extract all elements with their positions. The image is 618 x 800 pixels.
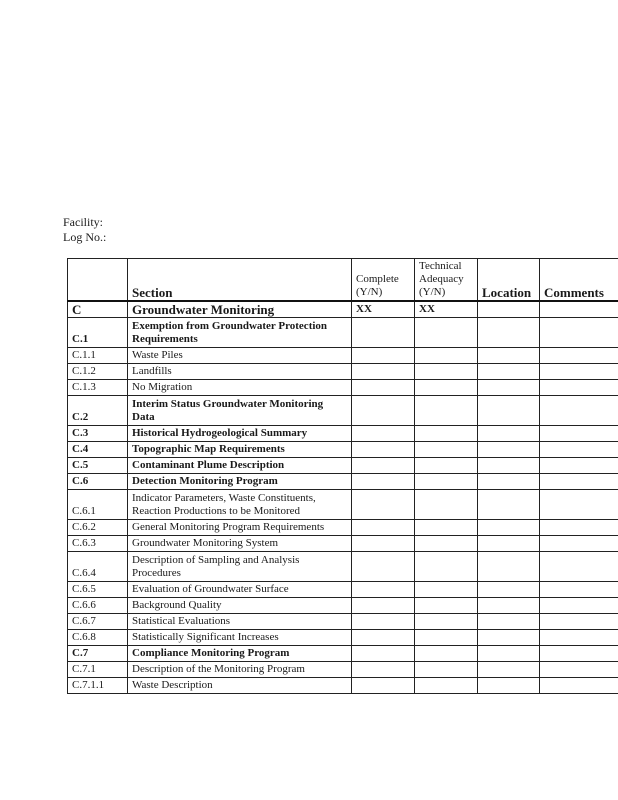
technical-adequacy-cell xyxy=(415,520,478,536)
section-code: C.3 xyxy=(68,426,128,442)
section-title: Interim Status Groundwater Monitoring Data xyxy=(128,396,352,426)
column-header-comments: Comments xyxy=(540,259,618,302)
comments-cell xyxy=(540,490,618,520)
checklist-table xyxy=(67,258,618,694)
complete-cell xyxy=(352,598,415,614)
comments-cell xyxy=(540,646,618,662)
section-code: C.7.1 xyxy=(68,662,128,678)
table-row xyxy=(68,630,618,646)
complete-cell xyxy=(352,614,415,630)
section-code: C.6.3 xyxy=(68,536,128,552)
section-title: Groundwater Monitoring System xyxy=(128,536,352,552)
comments-cell xyxy=(540,442,618,458)
table-row xyxy=(68,614,618,630)
table-row xyxy=(68,318,618,348)
technical-adequacy-cell xyxy=(415,396,478,426)
technical-adequacy-cell xyxy=(415,348,478,364)
comments-cell xyxy=(540,380,618,396)
location-cell xyxy=(478,301,540,318)
location-cell xyxy=(478,396,540,426)
table-header-row xyxy=(68,259,618,302)
location-cell xyxy=(478,646,540,662)
technical-adequacy-cell xyxy=(415,380,478,396)
log-number-label: Log No.: xyxy=(63,230,107,244)
comments-cell xyxy=(540,348,618,364)
complete-cell xyxy=(352,520,415,536)
section-code: C.1.3 xyxy=(68,380,128,396)
comments-cell xyxy=(540,630,618,646)
section-code: C.1.2 xyxy=(68,364,128,380)
section-code: C.6.2 xyxy=(68,520,128,536)
complete-cell xyxy=(352,630,415,646)
complete-cell: XX xyxy=(352,301,415,318)
column-header-complete: Complete (Y/N) xyxy=(352,259,415,302)
section-title: Topographic Map Requirements xyxy=(128,442,352,458)
table-row xyxy=(68,536,618,552)
location-cell xyxy=(478,598,540,614)
technical-adequacy-cell xyxy=(415,364,478,380)
technical-adequacy-cell xyxy=(415,646,478,662)
location-cell xyxy=(478,442,540,458)
table-row xyxy=(68,598,618,614)
section-title: Evaluation of Groundwater Surface xyxy=(128,582,352,598)
table-row xyxy=(68,678,618,694)
technical-adequacy-cell xyxy=(415,474,478,490)
section-title: Description of the Monitoring Program xyxy=(128,662,352,678)
comments-cell xyxy=(540,614,618,630)
section-code: C.6.8 xyxy=(68,630,128,646)
location-cell xyxy=(478,426,540,442)
header-blank-cell xyxy=(68,259,128,302)
table-row xyxy=(68,458,618,474)
section-title: Background Quality xyxy=(128,598,352,614)
technical-adequacy-cell: XX xyxy=(415,301,478,318)
column-header-technical-adequacy: Technical Adequacy (Y/N) xyxy=(415,259,478,302)
section-title: Waste Piles xyxy=(128,348,352,364)
location-cell xyxy=(478,364,540,380)
comments-cell xyxy=(540,552,618,582)
section-title: Detection Monitoring Program xyxy=(128,474,352,490)
table-row xyxy=(68,348,618,364)
section-code: C.7 xyxy=(68,646,128,662)
section-code: C.6.7 xyxy=(68,614,128,630)
complete-cell xyxy=(352,396,415,426)
technical-adequacy-cell xyxy=(415,552,478,582)
complete-cell xyxy=(352,536,415,552)
section-title: Indicator Parameters, Waste Constituents, Reaction Productions to be Monitored xyxy=(128,490,352,520)
technical-adequacy-cell xyxy=(415,678,478,694)
complete-cell xyxy=(352,318,415,348)
section-code: C.1 xyxy=(68,318,128,348)
section-title: Contaminant Plume Description xyxy=(128,458,352,474)
section-code: C.6.5 xyxy=(68,582,128,598)
complete-cell xyxy=(352,490,415,520)
complete-cell xyxy=(352,646,415,662)
technical-adequacy-cell xyxy=(415,630,478,646)
table-row xyxy=(68,582,618,598)
complete-cell xyxy=(352,364,415,380)
technical-adequacy-cell xyxy=(415,662,478,678)
section-code: C.6.6 xyxy=(68,598,128,614)
section-code: C.2 xyxy=(68,396,128,426)
comments-cell xyxy=(540,474,618,490)
location-cell xyxy=(478,678,540,694)
location-cell xyxy=(478,582,540,598)
table-row xyxy=(68,474,618,490)
location-cell xyxy=(478,474,540,490)
comments-cell xyxy=(540,598,618,614)
comments-cell xyxy=(540,582,618,598)
section-title: No Migration xyxy=(128,380,352,396)
complete-cell xyxy=(352,426,415,442)
section-title: Statistical Evaluations xyxy=(128,614,352,630)
complete-cell xyxy=(352,442,415,458)
technical-adequacy-cell xyxy=(415,582,478,598)
comments-cell xyxy=(540,520,618,536)
comments-cell xyxy=(540,396,618,426)
comments-cell xyxy=(540,662,618,678)
technical-adequacy-cell xyxy=(415,614,478,630)
location-cell xyxy=(478,536,540,552)
complete-cell xyxy=(352,380,415,396)
section-code: C.6 xyxy=(68,474,128,490)
table-row xyxy=(68,364,618,380)
technical-adequacy-cell xyxy=(415,458,478,474)
section-title: Statistically Significant Increases xyxy=(128,630,352,646)
column-header-section: Section xyxy=(128,259,352,302)
section-code: C.4 xyxy=(68,442,128,458)
location-cell xyxy=(478,520,540,536)
section-title: Exemption from Groundwater Protection Requirements xyxy=(128,318,352,348)
comments-cell xyxy=(540,426,618,442)
complete-cell xyxy=(352,458,415,474)
section-code: C xyxy=(68,301,128,318)
comments-cell xyxy=(540,364,618,380)
table-row xyxy=(68,426,618,442)
table-row xyxy=(68,380,618,396)
complete-cell xyxy=(352,474,415,490)
location-cell xyxy=(478,458,540,474)
table-row xyxy=(68,520,618,536)
section-title: General Monitoring Program Requirements xyxy=(128,520,352,536)
location-cell xyxy=(478,318,540,348)
location-cell xyxy=(478,380,540,396)
location-cell xyxy=(478,662,540,678)
section-title: Historical Hydrogeological Summary xyxy=(128,426,352,442)
facility-label: Facility: xyxy=(63,215,103,229)
comments-cell xyxy=(540,301,618,318)
column-header-location: Location xyxy=(478,259,540,302)
comments-cell xyxy=(540,536,618,552)
technical-adequacy-cell xyxy=(415,442,478,458)
technical-adequacy-cell xyxy=(415,490,478,520)
section-code: C.6.4 xyxy=(68,552,128,582)
table-row xyxy=(68,442,618,458)
table-row xyxy=(68,396,618,426)
table-row xyxy=(68,662,618,678)
table-row xyxy=(68,646,618,662)
section-code: C.7.1.1 xyxy=(68,678,128,694)
table-row xyxy=(68,552,618,582)
technical-adequacy-cell xyxy=(415,598,478,614)
table-row xyxy=(68,490,618,520)
technical-adequacy-cell xyxy=(415,318,478,348)
complete-cell xyxy=(352,582,415,598)
complete-cell xyxy=(352,678,415,694)
location-cell xyxy=(478,614,540,630)
comments-cell xyxy=(540,318,618,348)
section-title: Waste Description xyxy=(128,678,352,694)
section-title: Landfills xyxy=(128,364,352,380)
comments-cell xyxy=(540,458,618,474)
section-code: C.6.1 xyxy=(68,490,128,520)
complete-cell xyxy=(352,552,415,582)
complete-cell xyxy=(352,662,415,678)
technical-adequacy-cell xyxy=(415,536,478,552)
location-cell xyxy=(478,552,540,582)
complete-cell xyxy=(352,348,415,364)
section-code: C.5 xyxy=(68,458,128,474)
location-cell xyxy=(478,348,540,364)
section-title: Groundwater Monitoring xyxy=(128,301,352,318)
location-cell xyxy=(478,490,540,520)
location-cell xyxy=(478,630,540,646)
technical-adequacy-cell xyxy=(415,426,478,442)
section-title: Description of Sampling and Analysis Procedures xyxy=(128,552,352,582)
section-title: Compliance Monitoring Program xyxy=(128,646,352,662)
section-code: C.1.1 xyxy=(68,348,128,364)
table-row xyxy=(68,301,618,318)
comments-cell xyxy=(540,678,618,694)
